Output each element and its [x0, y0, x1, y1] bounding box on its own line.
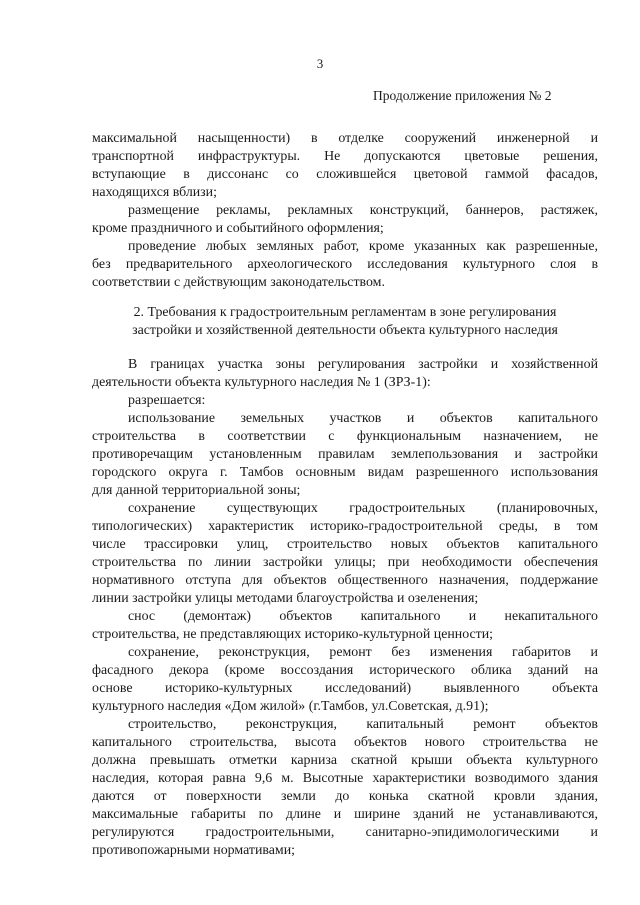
text-line: фасадного декора (кроме воссоздания исторического облика зданий на — [92, 663, 598, 678]
text-line: числе трассировки улиц, строительство новых объектов капитального — [92, 537, 598, 552]
text-line: строительства в соответствии с функциональным назначением, не — [92, 429, 598, 444]
text-line: нормативного отступа для объектов общественного назначения, поддержание — [92, 573, 598, 588]
heading-line: 2. Требования к градостроительным регламентам в зоне регулирования — [133, 305, 557, 320]
text-line: снос (демонтаж) объектов капитального и некапитального — [128, 609, 598, 624]
text-line: максимальные габариты по длине и ширине зданий не устанавливаются, — [92, 807, 598, 822]
text-line: без предварительного археологического исследования культурного слоя в — [92, 257, 598, 272]
text-line: разрешается: — [128, 393, 206, 408]
text-line: проведение любых земляных работ, кроме указанных как разрешенные, — [128, 239, 598, 254]
text-line: наследия, которая равна 9,6 м. Высотные характеристики возводимого здания — [92, 771, 598, 786]
section-heading — [92, 304, 598, 340]
heading-line: застройки и хозяйственной деятельности объекта культурного наследия — [132, 323, 558, 338]
text-line: типологических) характеристик историко-градостроительной среды, в том — [92, 519, 598, 534]
text-line: строительства по линии застройки улицы; при необходимости обеспечения — [92, 555, 598, 570]
text-line: транспортной инфраструктуры. Не допускаются цветовые решения, — [92, 149, 598, 164]
text-line: городского округа г. Тамбов основным видам разрешенного использования — [92, 465, 598, 480]
text-line: В границах участка зоны регулирования застройки и хозяйственной — [128, 357, 598, 372]
text-line: даются от поверхности земли до конька скатной кровли здания, — [92, 789, 598, 804]
text-line: должна превышать отметки карниза скатной крыши объекта культурного — [92, 753, 598, 768]
text-line: использование земельных участков и объектов капитального — [128, 411, 598, 426]
text-line: вступающие в диссонанс со сложившейся цветовой гаммой фасадов, — [92, 167, 598, 182]
text-line: кроме праздничного и событийного оформления; — [92, 221, 384, 236]
paragraph-block-1 — [92, 130, 598, 292]
text-line: для данной территориальной зоны; — [92, 483, 301, 498]
text-line: основе историко-культурных исследований) выявленного объекта — [92, 681, 598, 696]
appendix-continuation-note: Продолжение приложения № 2 — [373, 88, 552, 103]
text-line: капитального строительства, высота объектов нового строительства не — [92, 735, 598, 750]
text-line: противопожарными нормативами; — [92, 843, 296, 858]
text-line: деятельности объекта культурного наследия № 1 (ЗРЗ-1): — [92, 375, 431, 390]
text-line: сохранение существующих градостроительных (планировочных, — [128, 501, 598, 516]
paragraph-block-2 — [92, 356, 598, 860]
text-line: строительство, реконструкция, капитальный ремонт объектов — [128, 717, 598, 732]
text-line: соответствии с действующим законодательством. — [92, 275, 385, 290]
page-number: 3 — [316, 56, 324, 71]
text-line: размещение рекламы, рекламных конструкций, баннеров, растяжек, — [128, 203, 598, 218]
text-line: сохранение, реконструкция, ремонт без изменения габаритов и — [128, 645, 598, 660]
text-line: максимальной насыщенности) в отделке сооружений инженерной и — [92, 131, 598, 146]
text-line: находящихся вблизи; — [92, 185, 217, 200]
text-line: линии застройки улицы методами благоустройства и озеленения; — [92, 591, 479, 606]
text-line: противоречащим установленным правилам землепользования и застройки — [92, 447, 598, 462]
text-line: регулируются градостроительными, санитарно-эпидимологическими и — [92, 825, 598, 840]
text-line: культурного наследия «Дом жилой» (г.Тамбов, ул.Советская, д.91); — [92, 699, 489, 714]
text-line: строительства, не представляющих историко-культурной ценности; — [92, 627, 494, 642]
